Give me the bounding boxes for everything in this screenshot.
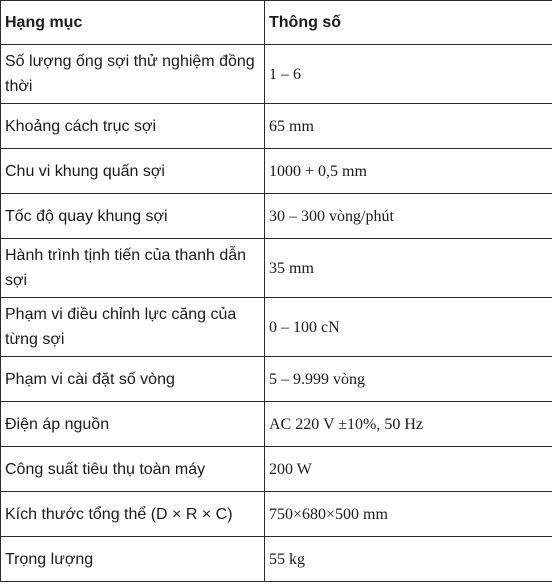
value-cell: 30 – 300 vòng/phút: [265, 194, 552, 239]
value-cell: 55 kg: [265, 537, 552, 582]
value-cell: 200 W: [265, 447, 552, 492]
item-cell: Chu vi khung quấn sợi: [1, 149, 265, 194]
table-row: [1, 194, 552, 239]
table-row: [1, 402, 552, 447]
value-cell: 1 – 6: [265, 45, 552, 104]
table-row: [1, 104, 552, 149]
item-cell: Điện áp nguồn: [1, 402, 265, 447]
table-row: [1, 239, 552, 298]
table-row: [1, 357, 552, 402]
column-header-item: Hạng mục: [1, 1, 265, 45]
item-cell: Khoảng cách trục sợi: [1, 104, 265, 149]
table-row: [1, 537, 552, 582]
item-cell: Tốc độ quay khung sợi: [1, 194, 265, 239]
table-row: [1, 45, 552, 104]
item-cell: Số lượng ống sợi thử nghiệm đồng thời: [1, 45, 265, 104]
table-row: [1, 298, 552, 357]
value-cell: 1000 + 0,5 mm: [265, 149, 552, 194]
column-header-value: Thông số: [265, 1, 552, 45]
table-row: [1, 492, 552, 537]
item-cell: Phạm vi cài đặt số vòng: [1, 357, 265, 402]
value-cell: 0 – 100 cN: [265, 298, 552, 357]
item-cell: Trọng lượng: [1, 537, 265, 582]
item-cell: Kích thước tổng thể (D × R × C): [1, 492, 265, 537]
value-cell: 65 mm: [265, 104, 552, 149]
item-cell: Hành trình tịnh tiến của thanh dẫn sợi: [1, 239, 265, 298]
value-cell: 5 – 9.999 vòng: [265, 357, 552, 402]
value-cell: AC 220 V ±10%, 50 Hz: [265, 402, 552, 447]
value-cell: 35 mm: [265, 239, 552, 298]
table-row: [1, 447, 552, 492]
item-cell: Phạm vi điều chỉnh lực căng của từng sợi: [1, 298, 265, 357]
item-cell: Công suất tiêu thụ toàn máy: [1, 447, 265, 492]
value-cell: 750×680×500 mm: [265, 492, 552, 537]
header-row: [1, 1, 552, 45]
table-row: [1, 149, 552, 194]
